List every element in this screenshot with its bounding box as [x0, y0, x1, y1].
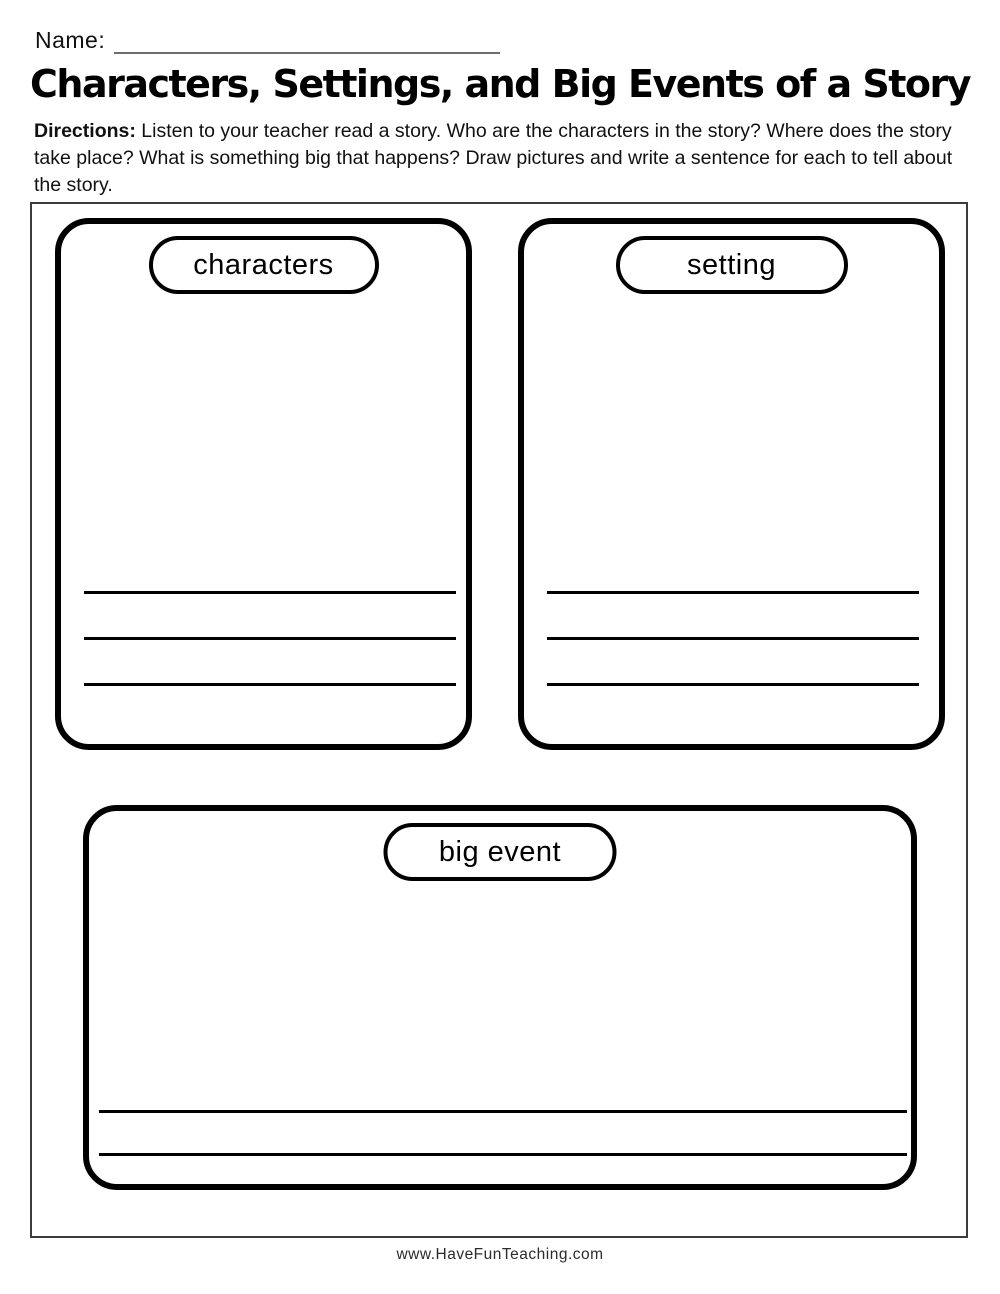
setting-box	[518, 218, 945, 750]
directions	[34, 118, 968, 199]
page-title: Characters, Settings, and Big Events of a Story	[30, 62, 970, 106]
writing-line	[547, 591, 919, 594]
setting-label-pill	[616, 236, 848, 294]
directions-label: Directions:	[34, 120, 136, 142]
name-blank-line	[114, 52, 500, 54]
characters-label-pill	[149, 236, 379, 294]
setting-label: setting	[687, 248, 776, 281]
writing-line	[84, 683, 456, 686]
big-event-label: big event	[438, 835, 562, 868]
writing-line	[84, 637, 456, 640]
writing-line	[547, 637, 919, 640]
characters-box	[55, 218, 472, 750]
directions-text: Listen to your teacher read a story. Who are the characters in the story? Where does the story take place? What is something big that happens? Draw pictures and write a sentence for each to tell about the story.	[34, 120, 953, 196]
writing-line	[99, 1153, 907, 1156]
big-event-box	[83, 805, 917, 1190]
writing-line	[99, 1110, 907, 1113]
big-event-label-pill	[384, 823, 617, 881]
footer-url: www.HaveFunTeaching.com	[396, 1246, 604, 1263]
name-label: Name:	[35, 27, 106, 53]
writing-line	[84, 591, 456, 594]
writing-line	[547, 683, 919, 686]
characters-label: characters	[193, 248, 334, 281]
